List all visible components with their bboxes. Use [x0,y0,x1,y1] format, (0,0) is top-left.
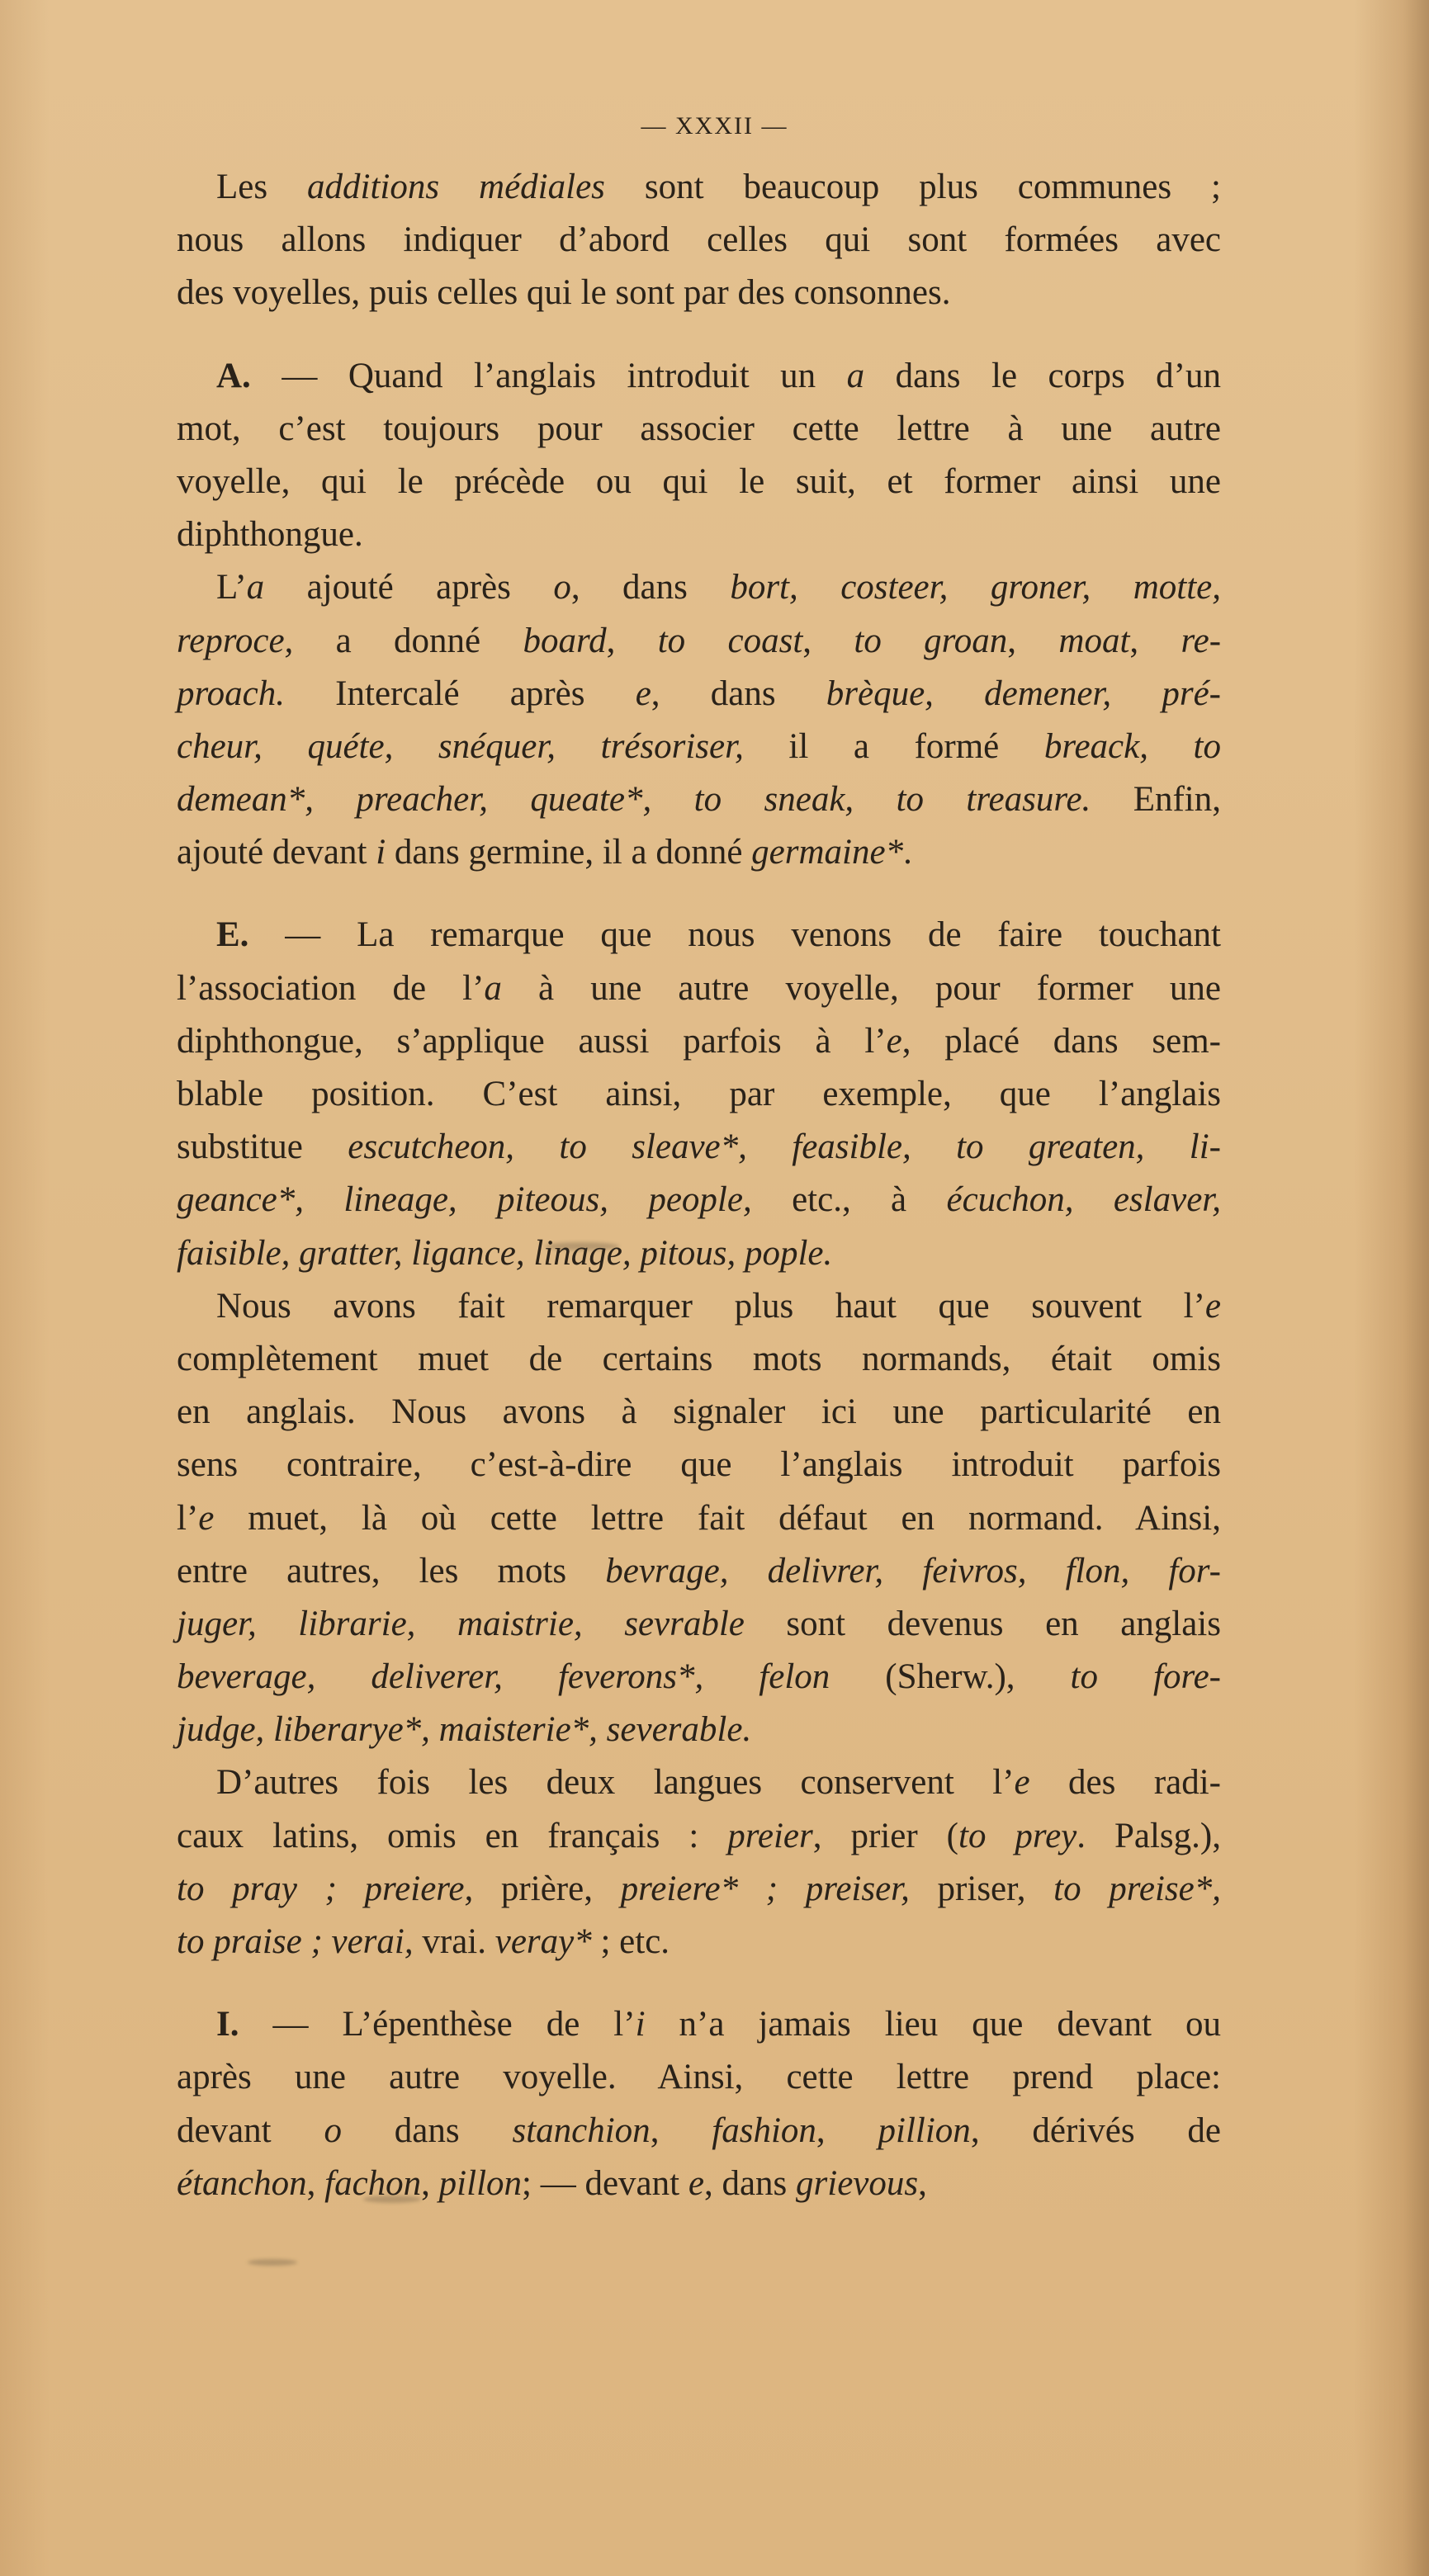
italic-term: board [523,621,607,660]
paragraph-gap [177,1969,1221,1998]
text-line [177,2105,1221,2158]
italic-term: judge, liberarye*, maisterie*, severable. [177,1710,752,1750]
text-line [177,267,1221,319]
italic-term: o [553,568,571,607]
text-line [177,561,1221,614]
italic-term: i [635,2005,646,2044]
text-run: sens contraire, c’est-à-dire que l’anglais introduit parfois [177,1445,1221,1485]
text-run: n’a jamais lieu que devant ou [645,2005,1221,2044]
italic-term: to fore- [1070,1657,1222,1697]
italic-term: e [688,2163,704,2203]
text-line [177,1492,1221,1545]
text-run: — L’épenthèse de l’ [239,2005,636,2044]
italic-term: to groan [854,621,1008,660]
italic-term: a [246,568,265,607]
italic-term: moat [1058,621,1130,660]
italic-term: to preise*, [1053,1869,1221,1908]
italic-term: germaine* [751,833,904,872]
paragraph-section-i [177,1998,1221,2210]
text-run: prière, [473,1869,621,1908]
text-run: l’ [177,1498,199,1538]
text-line [177,668,1221,721]
text-line [177,1386,1221,1439]
text-line [177,1121,1221,1174]
text-line [177,2051,1221,2104]
text-run: , [606,621,658,660]
text-run: , dans [570,568,731,607]
text-run: des voyelles, puis celles qui le sont par des consonnes. [177,273,951,313]
text-line [177,1068,1221,1121]
text-line [177,1598,1221,1651]
text-run: diphthongue. [177,515,363,555]
text-run: l’association de l’ [177,968,485,1008]
italic-term: demean*, preacher, queate*, to sneak, to treasure. [177,780,1091,820]
text-line [177,1756,1221,1809]
text-run: — La remarque que nous venons de faire touchant [248,915,1221,955]
text-line [177,214,1221,267]
text-line [177,1704,1221,1756]
italic-term: grievous [796,2163,919,2203]
text-line [177,773,1221,826]
text-line [177,456,1221,508]
text-run: , [1129,621,1181,660]
text-run: mot, c’est toujours pour associer cette lettre à une autre [177,409,1221,448]
italic-term: juger, librarie, maistrie, sevrable [177,1604,745,1643]
text-run: (Sherw.), [830,1657,1071,1697]
text-run: voyelle, qui le précède ou qui le suit, et former ainsi une [177,461,1221,501]
text-run: . [903,833,912,872]
text-run: des radi- [1029,1763,1221,1803]
section-letter: E. [216,915,249,955]
text-line [177,1333,1221,1386]
text-run: après une autre voyelle. Ainsi, cette lettre prend place: [177,2058,1221,2097]
paragraph-gap [177,320,1221,350]
text-run: Nous avons fait remarquer plus haut que souvent l’ [216,1286,1205,1326]
paragraph-section-radicaux [177,1756,1221,1969]
page-number-header: — XXXII — [641,112,788,139]
text-run: complètement muet de certains mots normands, était omis [177,1339,1221,1378]
text-run: vrai. [413,1922,495,1961]
text-run: , [1007,621,1059,660]
text-run: , [918,2163,927,2203]
ink-smudge [248,2259,297,2266]
text-run: Enfin, [1091,780,1221,820]
italic-term: e [886,1021,902,1061]
italic-term: cheur, quéte, snéquer, trésoriser, [177,726,744,766]
text-run: etc., à [751,1180,947,1220]
paragraph-section-e-muet [177,1280,1221,1757]
italic-term: to coast [657,621,803,660]
italic-term: pillion [878,2110,971,2150]
text-run: substitue [177,1127,348,1167]
italic-term: e [1204,1286,1221,1326]
italic-term: fashion [712,2110,816,2150]
text-run: devant [177,2110,324,2150]
paragraph-section-e [177,909,1221,1279]
text-line [177,2158,1221,2210]
italic-term: geance*, lineage, piteous, people, [177,1180,752,1220]
paragraph-intro [177,161,1221,320]
italic-term: a [484,968,502,1008]
paragraph-section-a [177,350,1221,562]
text-line [177,826,1221,879]
italic-term: e [198,1498,215,1538]
text-run: , placé dans sem- [901,1021,1222,1061]
italic-term: brèque, demener, pré- [826,674,1221,713]
italic-term: e [635,674,651,713]
text-run: il a formé [743,726,1044,766]
text-run: diphthongue, s’applique aussi parfois à l’ [177,1021,887,1061]
italic-term: o [324,2110,342,2150]
paragraph-gap [177,879,1221,909]
italic-term: écuchon, eslaver, [946,1180,1221,1220]
italic-term: breack, to [1043,726,1221,766]
text-run: muet, là où cette lettre fait défaut en normand. Ainsi, [214,1498,1221,1538]
text-run: ; etc. [591,1922,670,1961]
italic-term: to praise ; verai, [177,1922,414,1961]
italic-term: i [376,833,386,872]
text-run: sont beaucoup plus communes ; [604,168,1221,206]
text-line [177,1651,1221,1704]
ink-smudge [363,2196,421,2203]
italic-term: to prey [958,1816,1077,1855]
text-line [177,721,1221,773]
italic-term: veray* [494,1922,592,1961]
text-run: . Palsg.), [1076,1816,1221,1855]
italic-term: beverage, deliverer, feverons*, felon [177,1657,830,1697]
italic-term: bort, costeer, groner, motte, [730,568,1221,607]
italic-term: faisible, gratter, ligance, linage, pitous, pople. [177,1233,833,1273]
text-line [177,1280,1221,1333]
text-run: , prier ( [812,1816,958,1855]
italic-term: preiere* ; preiser, [620,1869,910,1908]
paragraph-section-a-examples [177,561,1221,879]
italic-term: reproce, [177,621,294,660]
text-run: entre autres, les mots [177,1551,606,1591]
text-line [177,1998,1221,2051]
italic-term: étanchon [177,2163,307,2203]
text-run: , dérivés de [970,2110,1221,2150]
text-run: , [421,2163,439,2203]
text-run: ; — devant [522,2163,688,2203]
text-run: en anglais. Nous avons à signaler ici une particularité en [177,1392,1221,1432]
italic-term: additions médiales [307,168,605,206]
body-text [177,161,1221,2210]
text-run: priser, [909,1869,1054,1908]
text-line [177,350,1221,403]
italic-term: stanchion [512,2110,651,2150]
text-line [177,1439,1221,1491]
section-letter: A. [216,356,251,395]
text-run: — Quand l’anglais introduit un [250,356,847,395]
text-run: dans le corps d’un [864,356,1222,395]
text-run: , [802,621,854,660]
text-line [177,1227,1221,1280]
text-run: L’ [216,568,247,607]
text-run: , dans [703,2163,797,2203]
text-run: à une autre voyelle, pour former une [501,968,1221,1008]
text-run: , [650,2110,712,2150]
text-run: ajouté devant [177,833,376,872]
text-run: , dans [651,674,826,713]
italic-term: a [846,356,865,395]
text-line [177,1174,1221,1227]
italic-term: pillon [438,2163,523,2203]
text-run: ajouté après [264,568,554,607]
text-line [177,1916,1221,1969]
text-run: dans germine, il a donné [386,833,752,872]
text-run: a donné [293,621,523,660]
italic-term: proach. [177,674,285,713]
section-letter: I. [216,2005,239,2044]
text-run: , [306,2163,325,2203]
text-line [177,1015,1221,1068]
text-line [177,161,1221,214]
text-line [177,1545,1221,1598]
italic-term: bevrage, delivrer, feivros, flon, for- [605,1551,1221,1591]
text-line [177,909,1221,962]
text-line [177,1810,1221,1863]
italic-term: preier [727,1816,813,1855]
text-run: sont devenus en anglais [744,1604,1221,1643]
text-run: blable position. C’est ainsi, par exemple, que l’anglais [177,1075,1221,1113]
text-run: Intercalé après [284,674,636,713]
text-run: D’autres fois les deux langues conservent l’ [216,1763,1015,1803]
text-line [177,1863,1221,1916]
italic-term: fachon [324,2163,422,2203]
ink-smudge [545,1242,619,1250]
text-run: dans [341,2110,513,2150]
italic-term: escutcheon, to sleave*, feasible, to greaten, li- [348,1127,1221,1167]
italic-term: to pray ; preiere, [177,1869,474,1908]
text-run: Les [216,168,308,206]
text-run: , [816,2110,878,2150]
italic-term: re- [1181,621,1222,660]
text-run: nous allons indiquer d’abord celles qui sont formées avec [177,220,1221,260]
text-run: caux latins, omis en français : [177,1816,728,1855]
italic-term: e [1014,1763,1030,1803]
text-line [177,508,1221,561]
text-line [177,615,1221,668]
text-line [177,962,1221,1015]
text-line [177,403,1221,456]
